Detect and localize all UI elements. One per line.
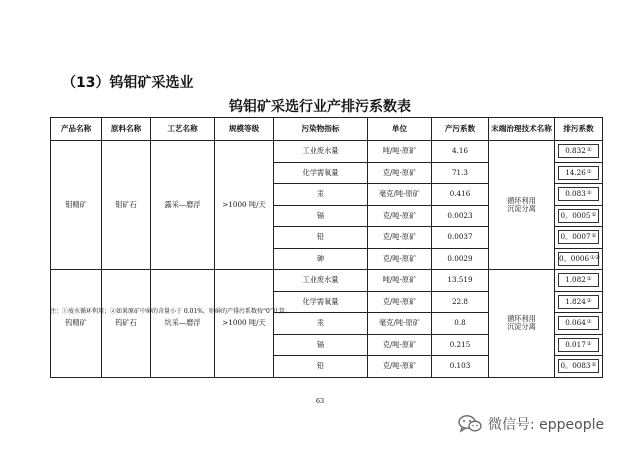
unit-cell: 毫克/吨-原矿 [368,313,432,335]
unit-cell: 毫克/吨-原矿 [368,184,432,206]
generation-cell: 0.8 [432,313,489,335]
generation-cell: 0.0029 [432,248,489,270]
unit-cell: 克/吨-原矿 [368,356,432,378]
pollutant-cell: 铅 [274,227,368,249]
discharge-value: 0。0005 [560,210,591,220]
discharge-value: 14.26 [565,167,586,177]
generation-cell: 0.0023 [432,205,489,227]
pollutant-cell: 工业废水量 [274,141,368,163]
header-pollutant: 污染物指标 [274,118,368,141]
discharge-value: 1.824 [565,296,586,306]
footnote-mark: ① [586,319,592,326]
header-generation-coefficient: 产污系数 [432,118,489,141]
wechat-watermark [458,414,604,434]
unit-cell: 克/吨-原矿 [368,334,432,356]
emission-coefficient-table [50,117,603,378]
pollutant-cell: 镉 [274,205,368,227]
table-footnote: 注：①废水循环利用；②如果原矿中砷的含量小于 0.01%，则砷的产排污系数按“0”计算。 [50,308,291,315]
table-row [51,270,603,292]
material-cell: 钨矿石 [102,270,151,378]
discharge-value: 0.064 [565,318,586,328]
footnote-mark: ① [591,362,597,369]
discharge-cell [555,291,603,313]
footnote-mark: ① [591,233,597,240]
footnote-mark: ① [586,168,592,175]
discharge-cell [555,313,603,335]
unit-cell: 吨/吨-原矿 [368,270,432,292]
treatment-cell [489,141,555,270]
generation-cell: 4.16 [432,141,489,163]
section-heading: （13）钨钼矿采选业 [62,75,194,91]
product-cell: 钨精矿 [51,270,102,378]
unit-cell: 吨/吨-原矿 [368,141,432,163]
process-cell: 坑采—磨浮 [151,270,215,378]
header-treatment-technology: 末端治理技术名称 [489,118,555,141]
unit-cell: 克/吨-原矿 [368,162,432,184]
generation-cell: 0.0037 [432,227,489,249]
table-row [51,141,603,163]
footnote-mark: ①② [590,254,601,261]
pollutant-cell: 铅 [274,356,368,378]
table-title: 钨钼矿采选行业产排污系数表 [229,99,411,115]
discharge-value: 0。0083 [560,361,591,371]
treatment-line: 循环利用 [507,196,536,206]
header-product: 产品名称 [51,118,102,141]
footnote-mark: ① [586,276,592,283]
discharge-value: 1.082 [565,275,586,285]
page-number: 63 [315,397,325,405]
header-process: 工艺名称 [151,118,215,141]
process-cell: 露采—磨浮 [151,141,215,270]
wechat-icon [458,415,482,433]
footnote-mark: ① [586,190,592,197]
pollutant-cell: 汞 [274,313,368,335]
treatment-cell [489,270,555,378]
pollutant-cell: 化学需氧量 [274,162,368,184]
unit-cell: 克/吨-原矿 [368,205,432,227]
pollutant-cell: 汞 [274,184,368,206]
discharge-value: 0.017 [565,339,586,349]
pollutant-cell: 工业废水量 [274,270,368,292]
footnote-mark: ① [586,147,592,154]
discharge-value: 0。0007 [560,232,591,242]
generation-cell: 0.416 [432,184,489,206]
footnote-mark: ① [586,340,592,347]
discharge-cell [555,141,603,163]
discharge-cell [555,270,603,292]
generation-cell: 71.3 [432,162,489,184]
generation-cell: 13.519 [432,270,489,292]
header-scale: 规模等级 [215,118,274,141]
scale-cell: >1000 吨/天 [215,270,274,378]
unit-cell: 克/吨-原矿 [368,227,432,249]
discharge-value: 0.832 [565,146,586,156]
generation-cell: 22.8 [432,291,489,313]
pollutant-cell: 砷 [274,248,368,270]
discharge-cell [555,356,603,378]
discharge-cell [555,184,603,206]
discharge-cell [555,162,603,184]
header-discharge-coefficient: 排污系数 [555,118,603,141]
material-cell: 钼矿石 [102,141,151,270]
discharge-cell [555,334,603,356]
product-cell: 钼精矿 [51,141,102,270]
discharge-cell [555,227,603,249]
header-unit: 单位 [368,118,432,141]
watermark-text: 微信号: eppeople [488,417,605,433]
discharge-value: 0.083 [565,189,586,199]
footnote-mark: ① [586,297,592,304]
header-material: 原料名称 [102,118,151,141]
treatment-line: 循环利用 [507,314,536,324]
scale-cell: >1000 吨/天 [215,141,274,270]
treatment-line: 沉淀分离 [507,204,536,213]
unit-cell: 克/吨-原矿 [368,248,432,270]
table-header-row [51,118,603,141]
generation-cell: 0.215 [432,334,489,356]
discharge-value: 0。0006 [559,253,590,263]
generation-cell: 0.103 [432,356,489,378]
unit-cell: 克/吨-原矿 [368,291,432,313]
pollutant-cell: 镉 [274,334,368,356]
discharge-cell [555,248,603,270]
discharge-cell [555,205,603,227]
treatment-line: 沉淀分离 [507,322,536,332]
footnote-mark: ① [591,211,597,218]
pollutant-cell: 化学需氧量 [274,291,368,313]
